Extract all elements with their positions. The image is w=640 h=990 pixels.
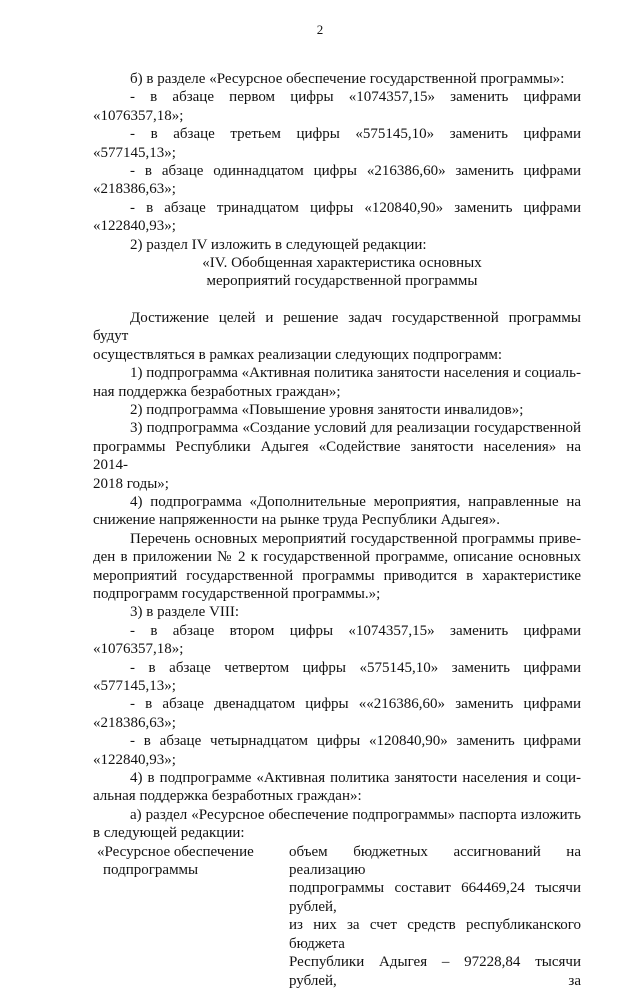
text-line: - в абзаце втором цифры «1074357,15» заменить цифрами (130, 622, 581, 639)
table-label-line: подпрограммы (103, 862, 199, 879)
text-line: «577145,13»; (93, 678, 176, 694)
text-line: 4) в подпрограмме «Активная политика занятости населения и соци- (130, 770, 581, 787)
text-line: - в абзаце четвертом цифры «575145,10» заменить цифрами (130, 659, 581, 676)
table-value-line: объем бюджетных ассигнований на реализацию (289, 843, 581, 879)
text-line: «218386,63»; (93, 714, 176, 731)
text-line: «122840,93»; (93, 751, 176, 768)
text-line: ден в приложении № 2 к государственной программе, описание основных (93, 549, 581, 566)
section-heading-line: «IV. Обобщенная характеристика основных (202, 255, 482, 272)
text-line: - в абзаце тринадцатом цифры «120840,90» заменить цифрами (130, 199, 581, 216)
text-line: - в абзаце первом цифры «1074357,15» заменить цифрами (130, 89, 581, 106)
text-line: программы Республики Адыгея «Содействие занятости населения» на 2014- (93, 438, 581, 474)
text-line: а) раздел «Ресурсное обеспечение подпрограммы» паспорта изложить (130, 806, 581, 823)
resource-table-label-cell (93, 843, 289, 990)
text-line: альная поддержка безработных граждан»: (93, 788, 362, 805)
text-line: Достижение целей и решение задач государственной программы будут (93, 309, 581, 345)
text-line: 1) подпрограмма «Активная политика занятости населения и социаль- (130, 365, 581, 382)
text-line: осуществляться в рамках реализации следующих подпрограмм: (93, 346, 503, 363)
table-value-line: из них за счет средств республиканского бюджета (289, 917, 581, 952)
text-line: «1076357,18»; (93, 107, 184, 124)
text-line: 2) раздел IV изложить в следующей редакции: (130, 236, 427, 253)
table-value-line: Республики Адыгея – 97228,84 тысячи рублей, за (289, 954, 581, 989)
document-body (93, 70, 581, 990)
text-line: Перечень основных мероприятий государственной программы приве- (130, 530, 581, 547)
resource-table-value-cell (289, 843, 581, 990)
section-heading-line: мероприятий государственной программы (206, 273, 478, 290)
text-line: «1076357,18»; (93, 641, 184, 658)
text-line: 2018 годы»; (93, 475, 169, 492)
table-value-line: подпрограммы составит 664469,24 тысячи рублей, (289, 880, 581, 915)
text-line: мероприятий государственной программы приводится в характеристике (93, 567, 581, 584)
text-line: снижение напряженности на рынке труда Республики Адыгея». (93, 512, 500, 529)
text-line: подпрограмм государственной программы.»; (93, 585, 381, 602)
text-line: - в абзаце четырнадцатом цифры «120840,90» заменить цифрами (130, 733, 581, 750)
text-line: «218386,63»; (93, 181, 176, 198)
text-line: - в абзаце третьем цифры «575145,10» заменить цифрами «577145,13»; (93, 126, 581, 161)
text-line: ная поддержка безработных граждан»; (93, 383, 341, 400)
text-line: 2) подпрограмма «Повышение уровня занятости инвалидов»; (130, 401, 524, 418)
text-line: 4) подпрограмма «Дополнительные мероприятия, направленные на (130, 493, 581, 510)
text-line: - в абзаце одиннадцатом цифры «216386,60» заменить цифрами (130, 163, 581, 180)
table-label-line: «Ресурсное обеспечение (97, 843, 254, 860)
text-line: - в абзаце двенадцатом цифры ««216386,60» заменить цифрами (130, 696, 581, 713)
text-line: 3) в разделе VIII: (130, 604, 240, 621)
text-line: б) в разделе «Ресурсное обеспечение государственной программы»: (130, 71, 565, 87)
page-number: 2 (316, 22, 324, 37)
text-line: 3) подпрограмма «Создание условий для реализации государственной (130, 420, 581, 437)
text-line: в следующей редакции: (93, 825, 245, 842)
text-line: «122840,93»; (93, 218, 176, 235)
resource-table (93, 843, 581, 990)
